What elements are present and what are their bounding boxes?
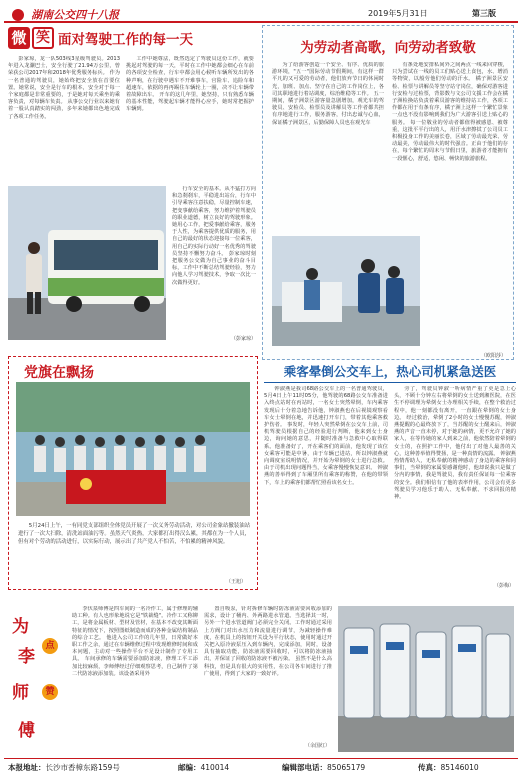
workers-photo [272,236,420,346]
article-master-li-byline: （余国红） [304,743,330,749]
article-smile-col1: 彭家琼，龙一队503线3星级驾驶员。2013年进入龙骧巴士，安全行驶了21.94万公里，曾荣获公司2017年和2018年优秀服务标兵。 作为一名普通的驾驶员，她始终把安全放在首要位置。她常说，安全是行车的根本，安全对于每一个家庭都是非常重要的，于是她对每天乘坐的乘客负责，对每辆车负责。 从事公交行业以来她有着一股认真踏实的闯劲，多年来她都出色地完成了各项工作任务。 [8,56,120,120]
article-passenger-col2: 旁了，驾驶员钟淑一听病情严重了更是急上心头，不顾十分钟左右将晕倒的女士送到湘医院，在医生不停调理为晕倒女士办理相关手续，在整个救治过程中，他一刻都没有离开，一直跟在晕倒的女士身边。 经过救治，晕倒了2小时的女士慢慢苏醒，钟淑燕提醒的心最终放下了，当苏醒的女士醒来后，钟淑燕的声音一直未停，对于她的病情，更不允许了她的家人，在等待她的家人到来之前，他依然陪着晕倒的女士的，在照护工作中，他付出了对他人最善的关心，这种善举值得赞扬，是一种真情的流露。 钟淑燕热情帮助人，无私奉献的精神感动了身边的乘客和同事们，当晕倒的家属要感谢他时，他却说我只是做了分内的事情，我是驾驶员，我有责任保证每一位乘客的安全。我们相信有了他的表率作用，公司会有更多驾驶员学习他乐于助人、无私奉献、不求回报的精神。 [394,386,516,501]
article-party-byline: （王旭） [225,579,246,585]
footer-address: 本报地址：长沙市香樟东路159号 [8,763,120,772]
title-rest: 面对驾驶工作的每一天 [58,32,193,48]
article-smile-title [8,25,258,51]
article-workers-title: 为劳动者高歌，向劳动者致敬 [300,40,476,56]
title-char-xiao: 笑 [32,27,54,49]
article-workers-byline: （欧阳莎） [480,353,506,359]
header-rule [4,21,518,23]
article-workers-col1: 为了给游客创造一个安全、有序、优质的旅游环境，"五一"国际劳动节假期间，有这样一群平凡的又可爱的劳动者，他们放弃节日的休闲时光，加班、加点、坚守在自己的工作岗位上，各司其职地进行着站调度，综治维稳等工作。 五一期间，橘子洲景区游客量急剧增加，观光车的驾驶员、安检员、检票员及讲解员等工作者都共担有序地进行工作，服务游客，付出忠诚与心血，保证橘子洲景区，后勤保障人员也在观光车 [272,62,384,126]
masthead-title: 湖南公交四十八报 [31,8,120,22]
title-badge-dian: 点 [42,638,58,654]
article-smile-byline: （彭家琼） [230,336,256,342]
article-master-li-col2: 置自吸泵，针对拆修车辆时防冻液需要回收添加的需求，设计了桶内、外两路进水管道。当选择其一时，另外一个进水管道阀门必须完全关闭。工作时通过采用上方阀门对出水压力和流量进行调节，为减轻操作难度，在机具上的按钮开关设为平行状态，使用时通过开关把入原冷液泵压入到车辆内，完成添加，同时，设备具有抽取功能，防冻液需要回收时，可以将防冻液抽出，并保证了回收的防冻液不被污染。 虽然不是什么高科技，但是具有很大的实用性，在公司各车间进行了推广使用，得到了大家的一致好评。 [204,606,332,677]
title-char-li: 李 [18,647,35,667]
footer [8,762,518,773]
footer-rule [4,758,518,759]
article-passenger-col1: 钟淑燕是我司68路公交车上的一名普通驾驶员，5月4日上午11时05分，他驾驶的68路公交车准备进入终点站时在丙站时，一名女士突然晕倒，车内乘客发现后十分着急地告诉他，钟淑燕也在后视镜观察看车女士晕倒在地，并迅速打开车门，带着其他乘客救护伤者。 事发时，年轻人突然晕倒在公交车上前，司机驾驶员根据自己的经验进行判断，他来到女士身边，询问她的意思，并随时准备与急救中心取得联系。他准备好了，开在乘客们的面前，他发现了该位女乘客可能是中暑，由于车辆已进站，所以钟淑燕就向调度室说明情况，并开始为晕倒的女士进行急救。由于司机出现问题得当，女乘客慢慢恢复意识。 钟淑燕的善举得到了车厢里所有乘客的称赞，在他的带领下，车上的乘客们都帮忙照看该名女士。 [264,386,388,486]
footer-fax: 传真：85146010 [418,763,479,772]
party-group-photo [16,382,250,516]
title-char-wei: 微 [8,27,30,49]
article-master-li-title [8,612,68,752]
article-workers-col2: 有条处地安排私间外之间两点一线来回穿梭，只为尝试在一线的员工们贴心送上食包，水、增消等物资，以般劳他们劳动的汗水。 橘子洲景区安检、检票与讲解员等坚守站守岗位，确保对游客进行安检与过检票，背影数与文公司文援工作会在橘子洲检换站负责着乘员游客的维持站工作，各项工作都在用于有条有序，橘子洲上这样一个繁忙景象一点也不没有影响到我们为广大游客引送上贴心的服务。 每一位敬业的劳动者都值得被感恩、被尊重，这批平平行出的人，用汗水津擦拭了公司员工积极投身工作的美丽长卷，区域了劳动最光荣、劳动最美，劳动最伟大的时代强音。正由于他们的存在，每个繁忙的周末与节假日里，旅游者才能拥有一段惬心，舒适，悠闲、畅快的旅游旅程。 [392,62,508,162]
title-char-shi: 师 [12,683,29,703]
title-char-fu: 傅 [18,721,35,741]
title-badge-zan: 赞 [42,684,58,700]
article-passenger-rule [264,382,516,383]
title-char-wei2: 为 [12,617,29,637]
article-master-li-col1: 李伏泉师傅是四车间的一名冷作工，属于修理的辅助工种。有人也形象地说它是"铁裁缝"。冷作工又称铆工，是将金属板材、型材及管材，在基本不改变其断面特征的情况下，按照图纸制造而成的各种金属结构制品的综合工艺。 他进入公司工作的几年里，日常做好本职工作之余，通过在车辆维修过程中发现维修时间和成本问题，主动对一些操作平台不足设计制作了专用工具。 车间承修的车辆需要添加防冻液，修理工平工添加比较麻烦，李师傅经过仔细观察思考，自己制作了第二代防冻液添加装。该设备采用外 [72,606,198,677]
footer-zip: 邮编：410014 [178,763,230,772]
coolant-machines-photo [338,606,514,752]
article-smile-col2: 工作中她尊法，既然选定了驾驶员这份工作，就要挑起对驾驶的每一天，平时在工作中她都会细心在车前的各项安全检查，行车中都会用心候听车辆所发出的各种声响，在行驶中遇车不开难事车，官险车、追险车和超速车，依据的再再踢住车辆轮上一圈，决不让车辆带着故障出车。 开车的这几年里，她坚持，只有熟悉车辆的基本性能，驾驶起车辆才能得心应手，她时常把握护车辆到。 [126,56,254,113]
article-passenger-title: 乘客晕倒公交车上，热心司机紧急送医 [283,364,497,379]
footer-tel: 编辑部电话：85065179 [282,763,366,772]
masthead-logo-icon [12,9,24,21]
article-party-caption: 5月24日上午，一有同党支部组织全体党员开展了一次义务劳动活动，对公司金象站撤装油站进行了一次大扫除，清洗站面油污等。虽然天气炎热，大家都打出得汉么累，其都在为一个人员，但有对个劳动的活动进行，以实际行动，展示出了共产党人不怕苦，不怕累的精神风貌。 [18,523,250,545]
bus-driver-photo [8,186,166,340]
issue-date: 2019年5月31日 [368,9,428,18]
article-smile-col2b: 行车安全的基本。从不猛打方向和急刹刹车，平稳进出站台，行车中引导乘客注意扶稳，尽量控制车速，把变事献给乘客，努力维护着驾驶员的职业道德，树立良好的驾驶形象。她用心工作，把爱事献给乘客，服务于人性，为乘客提供优质的服务，用自己的最好的状态迎接每一位乘客，用自己的实际行动好一名优秀的驾驶员坚持不懈努力奋斗。 彭家琼时刻把服务公交做为自己事业的奋斗目标，工作中不断总结驾驶经验，努力向他人学习驾驶技术，争取一次比一次做得更好。 [172,186,256,286]
page-number: 第三版 [472,9,496,18]
masthead [12,4,132,22]
article-party-title: 党旗在飘扬 [24,365,94,381]
article-passenger-byline: （彭梅） [493,583,514,589]
